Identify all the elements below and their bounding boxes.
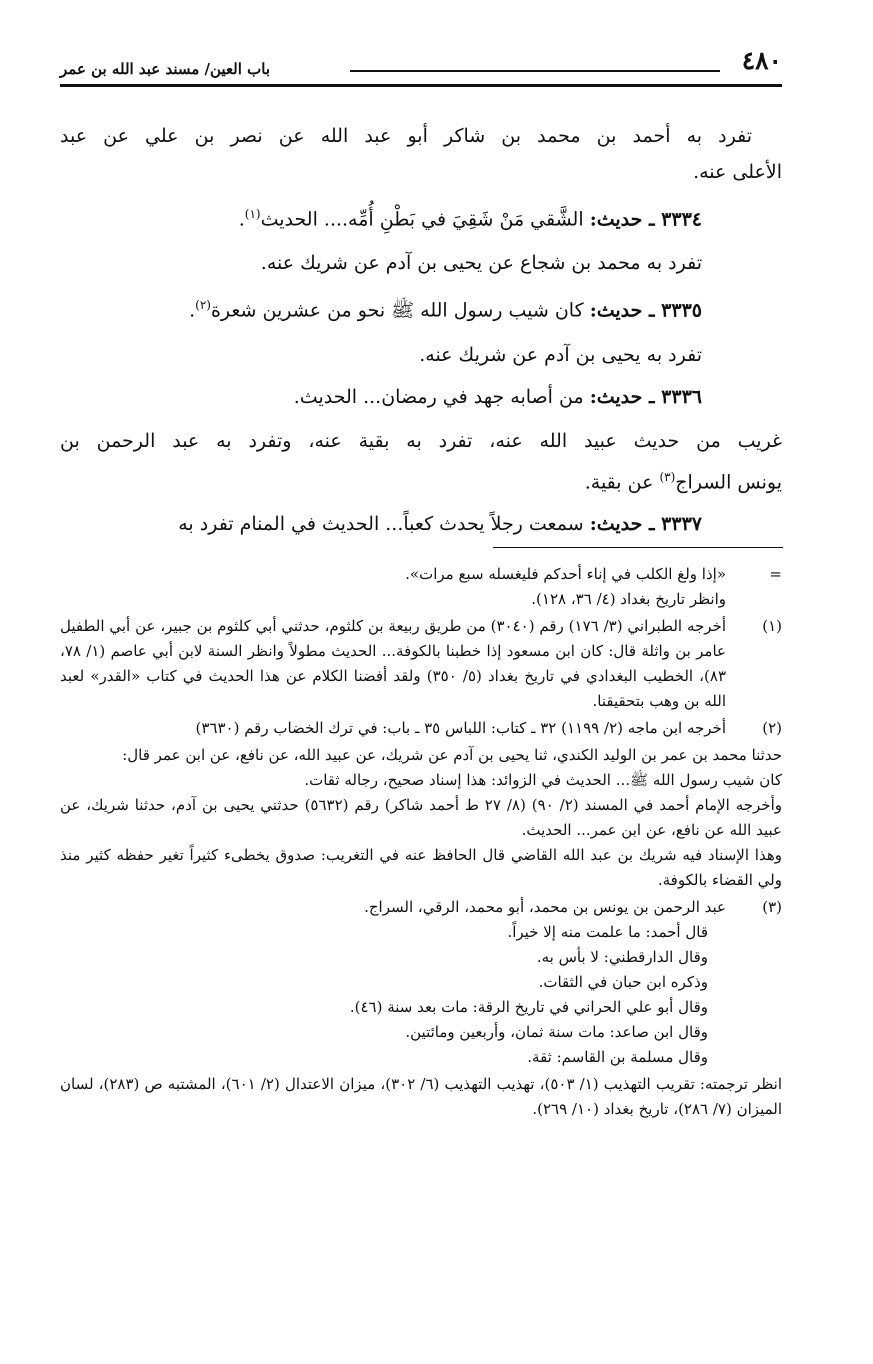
footnotes: [60, 562, 782, 1124]
header-dash-line: [350, 70, 720, 72]
footnote-ref: (٣): [659, 469, 676, 484]
paragraph-line: غريب من حديث عبيد الله عنه، تفرد به بقية عنه، وتفرد به عبد الرحمن بن: [60, 429, 782, 452]
hadith-number: ٣٣٣٥ ـ حديث:: [589, 299, 702, 322]
hadith-note: تفرد به يحيى بن آدم عن شريك عنه.: [419, 343, 702, 366]
text-span: يونس السراج: [675, 470, 782, 493]
footnote-line: حدثنا محمد بن عمر بن الوليد الكندي، ثنا يحيى بن آدم عن شريك، عن عبيد الله، عن نافع، عن ابن عمر قال:: [122, 746, 782, 764]
page-number: ٤٨٠: [741, 46, 782, 75]
footnote-line: وقال أبو علي الحراني في تاريخ الرقة: مات بعد سنة (٤٦).: [349, 998, 708, 1016]
footnote-3: [60, 895, 782, 1070]
paragraph-line: تفرد به أحمد بن محمد بن شاكر أبو عبد الله عن نصر بن علي عن عبد: [60, 125, 752, 147]
hadith-number: ٣٣٣٧ ـ حديث:: [589, 512, 702, 535]
footnote-text: عبد الرحمن بن يونس بن محمد، أبو محمد، الرقي، السراج.: [364, 898, 726, 916]
hadith-3334: ٣٣٣٤ ـ حديث: الشَّقي مَنْ شَقِيَ في بَطْنِ أُمِّه.... الحديث$^{(١)}$.: [238, 207, 702, 231]
footnote-line: وانظر تاريخ بغداد (٤/ ٣٦، ١٢٨).: [531, 590, 726, 608]
main-text: [60, 118, 782, 542]
footnote-line: وأخرجه الإمام أحمد في المسند (٢/ ٩٠) (٨/ ٢٧ ط أحمد شاكر) رقم (٥٦٣٢) حدثني يحيى بن آدم، حدثنا شريك، عن عبيد الله عن نافع، عن ابن عمر... الحديث.: [60, 796, 782, 839]
footnote-marker: =: [769, 565, 782, 583]
hadith-3336: [60, 379, 782, 415]
page-header: [60, 40, 782, 80]
text-span: عن بقية.: [584, 470, 654, 493]
footnote-marker: (٣): [762, 898, 782, 916]
hadith-text: سمعت رجلاً يحدث كعباً... الحديث في المنام تفرد به: [178, 512, 584, 535]
hadith-3337: [60, 506, 782, 542]
footnote-line: وهذا الإسناد فيه شريك بن عبد الله القاضي قال الحافظ عنه في التغريب: صدوق يخطىء كثيراً تغير حفظه كثير منذ ولي القضاء بالكوفة.: [60, 846, 782, 889]
footnote-continuation: [60, 562, 782, 612]
running-title: باب العين/ مسند عبد الله بن عمر: [60, 60, 270, 78]
footnote-3-continued: [60, 1072, 782, 1122]
hadith-text: كان شيب رسول الله ﷺ نحو من عشرين شعرة: [210, 299, 584, 322]
footnote-text: أخرجه الطبراني (٣/ ١٧٦) رقم (٣٠٤٠) من طريق ربيعة بن كلثوم، حدثني أبي كلثوم بن جبير، عن أبي الطفيل عامر بن واثلة قال: كان ابن مسعود إذا خطبنا بالكوفة... الحديث مطولاً وانظر السنة لابن أبي عاصم (١/ ٧٨، ٨٣)، الخطيب البغدادي في تاريخ بغداد (٥/ ٣٥٠) ولقد أفضنا الكلام عن هذا الحديث في كتاب «القدر» لعبد الله بن وهب بتحقيقنا.: [60, 617, 727, 710]
footnote-line: كان شيب رسول الله ﷺ... الحديث في الزوائد: هذا إسناد صحيح، رجاله ثقات.: [304, 771, 782, 789]
hadith-number: ٣٣٣٤ ـ حديث:: [589, 208, 702, 231]
footnote-text: أخرجه ابن ماجه (٢/ ١١٩٩) ٣٢ ـ كتاب: اللباس ٣٥ ـ باب: في ترك الخضاب رقم (٣٦٣٠): [195, 719, 726, 737]
footnote-line: وقال مسلمة بن القاسم: ثقة.: [527, 1048, 708, 1066]
footnote-line: قال أحمد: ما علمت منه إلا خيراً.: [507, 923, 708, 941]
hadith-text: من أصابه جهد في رمضان... الحديث.: [293, 385, 584, 408]
hadith-text: الشَّقي مَنْ شَقِيَ في بَطْنِ أُمِّه.... الحديث: [260, 208, 584, 231]
hadith-note: تفرد به محمد بن شجاع عن يحيى بن آدم عن شريك عنه.: [260, 252, 702, 275]
footnote-ref: (١): [244, 207, 261, 221]
paragraph-line: [60, 459, 782, 500]
footnote-2-continued: [60, 743, 782, 893]
footnote-line: انظر ترجمته: تقريب التهذيب (١/ ٥٠٣)، تهذيب التهذيب (٦/ ٣٠٢)، ميزان الاعتدال (٢/ ٦٠١)، المشتبه ص (٢٨٣)، لسان الميزان (٧/ ٢٨٦)، تاريخ بغداد (١٠/ ٢٦٩).: [60, 1075, 783, 1118]
footnote-marker: (٢): [762, 719, 782, 737]
hadith-3335: ٣٣٣٥ ـ حديث: كان شيب رسول الله ﷺ نحو من عشرين شعرة$^{(٢)}$.: [189, 298, 702, 322]
footnote-line: وقال ابن صاعد: مات سنة ثمان، وأربعين ومائتين.: [405, 1023, 708, 1041]
hadith-number: ٣٣٣٦ ـ حديث:: [589, 385, 702, 408]
footnote-marker: (١): [762, 617, 782, 635]
paragraph-line: الأعلى عنه.: [693, 161, 782, 183]
footnote-2: [60, 716, 782, 741]
footnote-rule: [493, 547, 783, 548]
footnote-line: «إذا ولغ الكلب في إناء أحدكم فليغسله سبع مرات».: [405, 565, 726, 583]
footnote-line: وقال الدارقطني: لا بأس به.: [536, 948, 708, 966]
footnote-line: وذكره ابن حبان في الثقات.: [538, 973, 708, 991]
footnote-1: [60, 614, 782, 714]
footnote-ref: (٢): [195, 298, 211, 313]
header-rule: [60, 84, 782, 87]
